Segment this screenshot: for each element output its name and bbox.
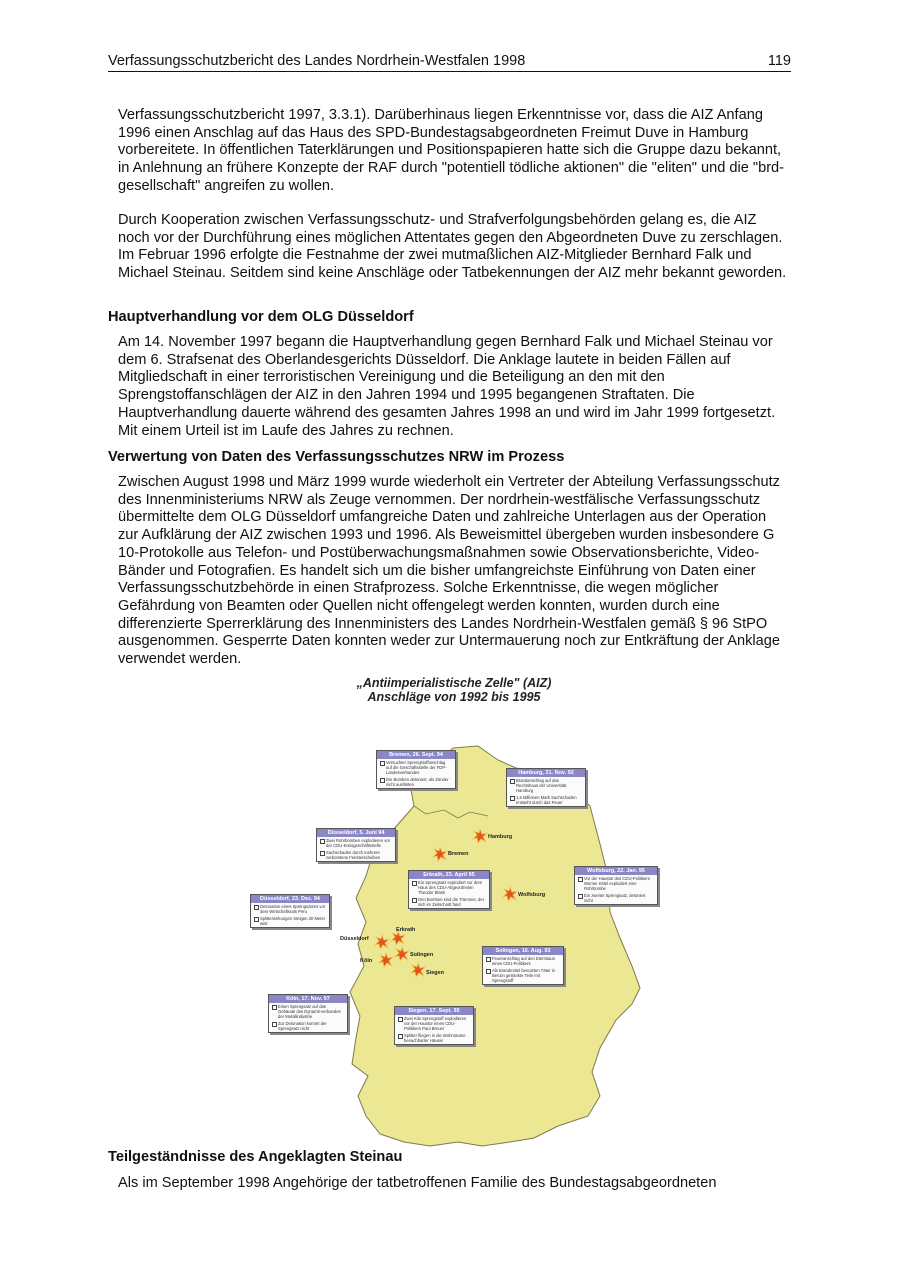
paragraph-1: Verfassungsschutzbericht 1997, 3.3.1). Darüberhinaus liegen Erkenntnisse vor, dass die AIZ Anfang 1996 einen Anschlag auf das Haus des SPD-Bundestagsabgeordneten Freimut Duve in Hamburg vorbereitete. In öffentlichen Taterklärungen und Positionspapieren hatte sich die Gruppe dazu bekannt, in Anlehnung an frühere Konzepte der RAF durch "potentiell tödliche aktionen" die "eliten" und die "brd-gesellschaft" angreifen zu wollen. [118, 107, 785, 194]
info-box-erkrath [408, 870, 490, 909]
city-label-wolfsburg: Wolfsburg [518, 892, 546, 898]
page-header [108, 52, 791, 72]
paragraph-2: Durch Kooperation zwischen Verfassungsschutz- und Strafverfolgungsbehörden gelang es, die AIZ noch vor der Durchführung eines möglichen Attentates gegen den Abgeordneten Duve zu zerschlagen. Im Februar 1996 erfolgte die Festnahme der zwei mutmaßlichen AIZ-Mitglieder Bernhard Falk und Michael Steinau. Seitdem sind keine Anschläge oder Tatbekennungen der AIZ mehr bekannt geworden. [118, 212, 787, 282]
info-box-erkrath-item-2: Drei Bomben sind die Trümmer, der sich im Zeitschnitt fand [409, 896, 489, 908]
info-box-solingen-item-1: Feueranschlag auf den Eternitaus eines CDU-Politikers [483, 955, 563, 967]
info-box-wolfsburg [574, 866, 658, 905]
figure-title-line2: Anschläge von 1992 bis 1995 [367, 690, 541, 704]
info-box-koeln [268, 994, 348, 1033]
city-label-duesseldorf: Düsseldorf [340, 936, 369, 942]
info-box-solingen-header: Solingen, 16. Aug. 93 [483, 947, 563, 955]
header-title: Verfassungsschutzbericht des Landes Nordrhein-Westfalen 1998 [108, 53, 526, 69]
info-box-wolfsburg-item-1: Vor der Haustür des CDU-Politikers Werner Kittel explodiert eine Rohrbombe [575, 875, 657, 892]
info-box-erkrath-header: Erkrath, 23. April 95 [409, 871, 489, 879]
city-label-solingen: Solingen [410, 952, 434, 958]
page-number: 119 [767, 53, 791, 69]
info-box-hamburg [506, 768, 586, 807]
info-box-siegen-item-2: Splitter fliegen in die Wohnräume benachbarter Häuser [395, 1032, 473, 1044]
heading-verwertung: Verwertung von Daten des Verfassungsschutzes NRW im Prozess [108, 449, 565, 465]
info-box-duesseldorf-2-header: Düsseldorf, 23. Dez. 94 [251, 895, 329, 903]
info-box-solingen [482, 946, 564, 985]
info-box-solingen-item-2: Als Brandmittel benutzten Täter in Benzin getränkte Teile mit Sprengstoff [483, 967, 563, 984]
city-label-hamburg: Hamburg [488, 834, 513, 840]
info-box-koeln-item-2: Zur Detonation kommt der Sprengsatz nicht [269, 1020, 347, 1032]
info-box-siegen-header: Siegen, 17. Sept. 95 [395, 1007, 473, 1015]
aiz-attack-map-figure [248, 676, 660, 1148]
heading-hauptverhandlung: Hauptverhandlung vor dem OLG Düsseldorf [108, 309, 414, 325]
info-box-siegen [394, 1006, 474, 1045]
info-box-hamburg-item-2: 1,5 Millionen Mark Sachschaden entsteht durch das Feuer [507, 794, 585, 806]
paragraph-3: Am 14. November 1997 begann die Hauptverhandlung gegen Bernhard Falk und Michael Steinau vor dem 6. Strafsenat des Oberlandesgerichts Düsseldorf. Die Anklage lautete in beiden Fällen auf Mitgliedschaft in einer terroristischen Vereinigung und die Beteiligung an den mit den Sprengstoffanschlägen der AIZ in den Jahren 1994 und 1995 begangenen Straftaten. Die Hauptverhandlung dauerte während des gesamten Jahres 1998 an und wird im Jahr 1999 fortgesetzt. Mit einem Urteil ist im Laufe des Jahres zu rechnen. [118, 334, 776, 439]
info-box-bremen [376, 750, 456, 789]
info-box-siegen-item-1: Zwei Kilo Sprengstoff explodieren vor der Haustür eines CDU-Politikers Paul Breuer [395, 1015, 473, 1032]
paragraph-5: Als im September 1998 Angehörige der tatbetroffenen Familie des Bundestagsabgeordneten [118, 1175, 717, 1191]
info-box-duesseldorf-1-item-2: Sachschaden durch mehrere zerborstene Fensterscheiben [317, 849, 395, 861]
info-box-bremen-item-1: Versuchter Sprengstoffanschlag auf die Geschäftsstelle der FDP-Landesverbandes [377, 759, 455, 776]
info-box-duesseldorf-1-header: Düsseldorf, 5. Juni 94 [317, 829, 395, 837]
info-box-duesseldorf-1-item-1: Zwei Rohrbomben explodieren vor der CDU-Kreisgeschäftsstelle [317, 837, 395, 849]
city-label-bremen: Bremen [448, 851, 469, 857]
info-box-duesseldorf-2-item-1: Detonation eines Sprengsatzes vor dem Wirtschaftsrats Peru [251, 903, 329, 915]
info-box-koeln-header: Köln, 17. Nov. 97 [269, 995, 347, 1003]
info-box-koeln-item-1: Einen Sprengsatz auf das Gebäude des Dynamit-verbandes der Metallindustrie [269, 1003, 347, 1020]
info-box-duesseldorf-2-item-2: Splitterwirkungen Steigen 30 Meter weit [251, 915, 329, 927]
paragraph-4: Zwischen August 1998 und März 1999 wurde wiederholt ein Vertreter der Abteilung Verfassungsschutz des Innenministeriums NRW als Zeuge vernommen. Der nordrhein-westfälische Verfassungsschutz übermittelte dem OLG Düsseldorf umfangreiche Daten und zahlreiche Unterlagen aus der Operation zur Aufklärung der AIZ zwischen 1993 und 1996. Als Beweismittel übergeben wurden insbesondere G 10-Protokolle aus Telefon- und Postüberwachungsmaßnahmen sowie Observationsberichte, Video-Bänder und Fotografien. Es handelt sich um die bisher umfangreichste Einführung von Daten einer Verfassungsschutzbehörde in einen Strafprozess. Solche Erkenntnisse, die wegen möglicher Gefährdung von Beamten oder Quellen nicht offengelegt werden konnten, wurden durch eine differenzierte Sperrerklärung des Innenministers des Landes Nordrhein-Westfalen gemäß § 96 StPO ausgenommen. Gesperrte Daten konnten weder zur Untermauerung noch zur Entkräftung der Anklage verwendet werden. [118, 474, 780, 668]
info-box-hamburg-header: Hamburg, 21. Nov. 92 [507, 769, 585, 777]
figure-title-line1: „Antiimperialistische Zelle" (AIZ) [356, 676, 552, 690]
heading-teilgestaendnisse: Teilgeständnisse des Angeklagten Steinau [108, 1149, 403, 1165]
city-label-siegen: Siegen [426, 970, 445, 976]
info-box-duesseldorf-2 [250, 894, 330, 928]
info-box-wolfsburg-header: Wolfsburg, 22. Jan. 95 [575, 867, 657, 875]
city-label-koeln: Köln [360, 958, 373, 964]
info-box-wolfsburg-item-2: Ein zweiter Sprengsatz, detoniert nicht [575, 892, 657, 904]
city-label-erkrath: Erkrath [396, 927, 416, 933]
info-box-duesseldorf-1 [316, 828, 396, 862]
info-box-bremen-header: Bremen, 26. Sept. 94 [377, 751, 455, 759]
info-box-bremen-item-2: Die Bomben detoniert, als Zünder nicht auslösten [377, 776, 455, 788]
info-box-hamburg-item-1: Brandanschlag auf das Rechtshaus der Universität Hamburg [507, 777, 585, 794]
info-box-erkrath-item-1: Ein Sprengsatz explodiert vor dem Haus des CDU-Abgeordneten Theodor Blank [409, 879, 489, 896]
